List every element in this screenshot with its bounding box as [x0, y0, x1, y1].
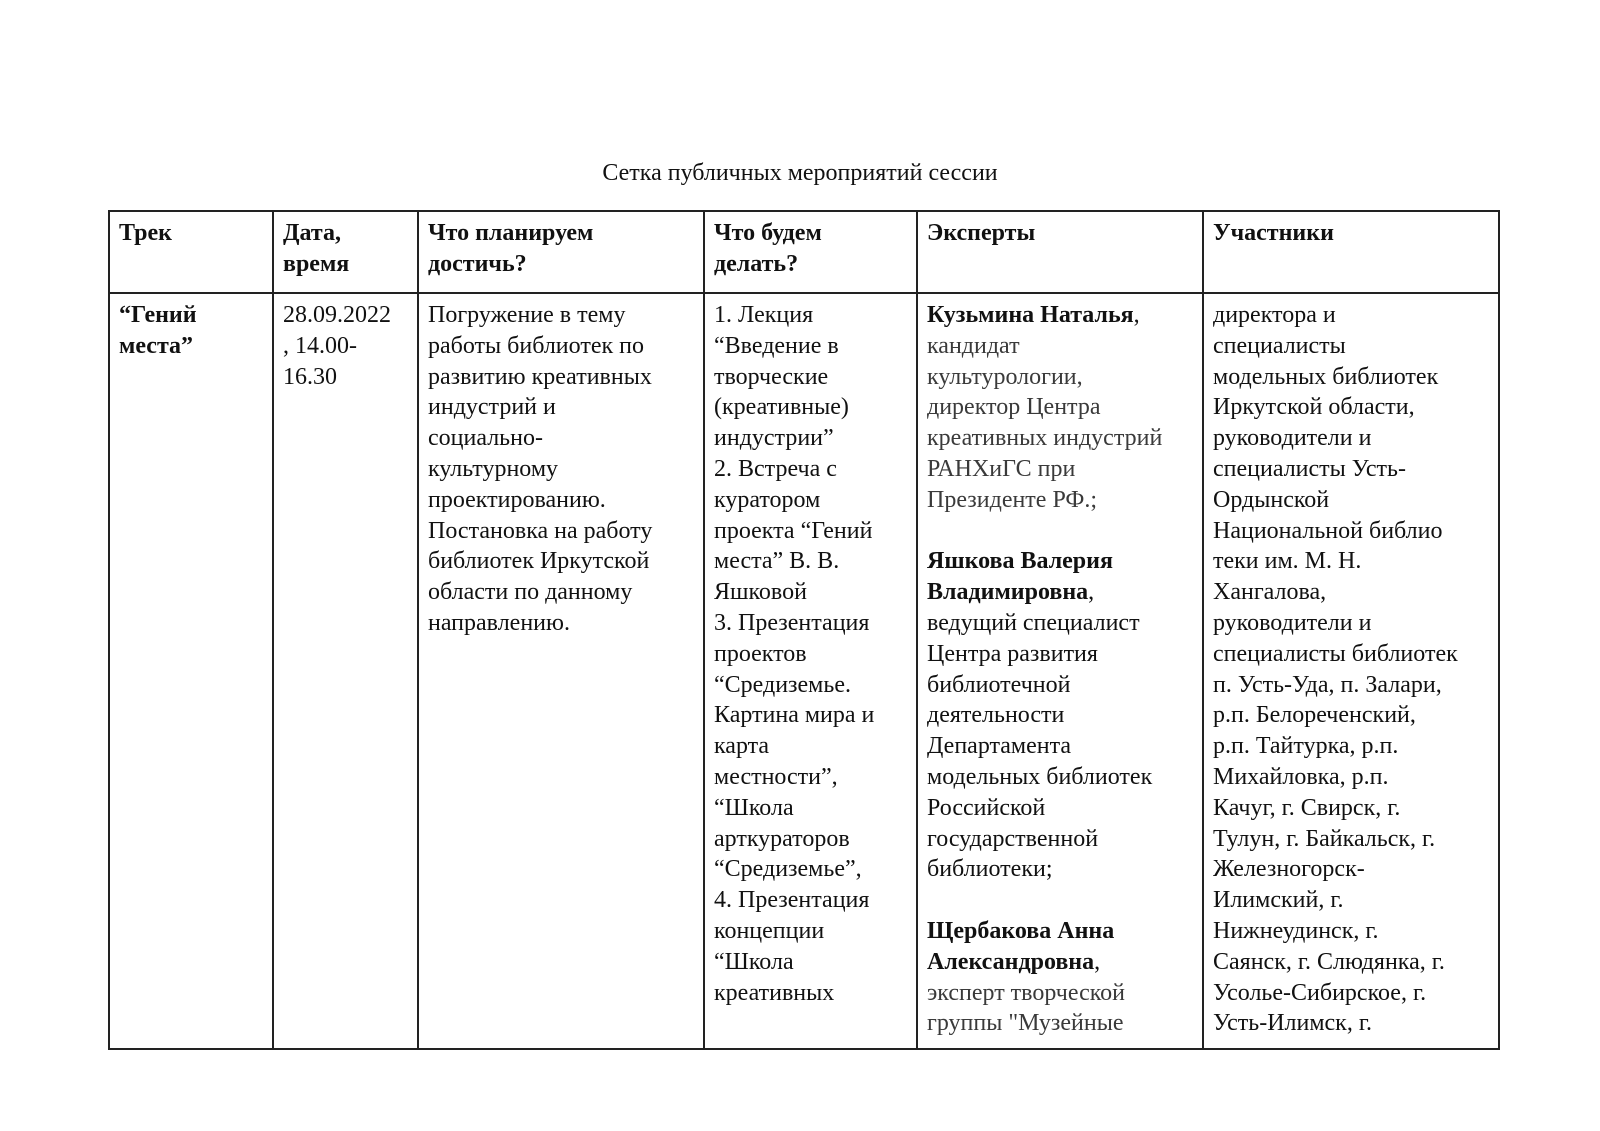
- header-participants: Участники: [1203, 211, 1499, 293]
- table-row: [109, 293, 1499, 1049]
- expert-2-name: Яшкова Валерия: [927, 548, 1113, 575]
- cell-experts: Кузьмина Наталья, кандидат культурологии, директор Центра креативных индустрий РАНХиГС при Президенте РФ.; Яшкова Валерия Владимировна, ведущий специалист Центра развития библиотечной деятельности Департамента модельных библиотек Российской государственной библиотеки; Щербакова Анна Александровна, эксперт творческой группы "Музейные: [917, 293, 1203, 1049]
- page-title: Сетка публичных мероприятий сессии: [602, 160, 998, 186]
- header-goal: Что планируем достичь?: [418, 211, 704, 293]
- header-actions: Что будем делать?: [704, 211, 917, 293]
- cell-participants: директора и специалисты модельных библиотек Иркутской области, руководители и специалисты Усть- Ордынской Национальной библио теки им. М. Н. Хангалова, руководители и специалисты библиотек п. Усть-Уда, п. Залари, р.п. Белореченский, р.п. Тайтурка, р.п. Михайловка, р.п. Качуг, г. Свирск, г. Тулун, г. Байкальск, г. Железногорск- Илимский, г. Нижнеудинск, г. Саянск, г. Слюдянка, г. Усолье-Сибирское, г. Усть-Илимск, г.: [1203, 293, 1499, 1049]
- expert-gap: [927, 516, 1194, 547]
- cell-track: “Гений места”: [109, 293, 273, 1049]
- header-date-time: Дата, время: [273, 211, 418, 293]
- expert-gap: [927, 885, 1194, 916]
- expert-3-name-line: Александровна,: [927, 948, 1101, 975]
- header-experts: Эксперты: [917, 211, 1203, 293]
- cell-actions: 1. Лекция “Введение в творческие (креативные) индустрии” 2. Встреча с куратором проекта “Гений места” В. В. Яшковой 3. Презентация проектов “Средиземье. Картина мира и карта местности”, “Школа арткураторов “Средиземье”, 4. Презентация концепции “Школа креативных: [704, 293, 917, 1049]
- events-table: [108, 210, 1500, 1050]
- table-header-row: [109, 211, 1499, 293]
- expert-2-name-line: Владимировна,: [927, 579, 1095, 606]
- expert-1-name-line: Кузьмина Наталья,: [927, 302, 1140, 328]
- expert-3-name: Щербакова Анна: [927, 917, 1115, 944]
- expert-1-name: Кузьмина Наталья: [927, 302, 1134, 328]
- cell-goal: Погружение в тему работы библиотек по развитию креативных индустрий и социально- культурному проектированию. Постановка на работу библиотек Иркутской области по данному направлению.: [418, 293, 704, 1049]
- header-track: Трек: [109, 211, 273, 293]
- cell-date-time: 28.09.2022 , 14.00- 16.30: [273, 293, 418, 1049]
